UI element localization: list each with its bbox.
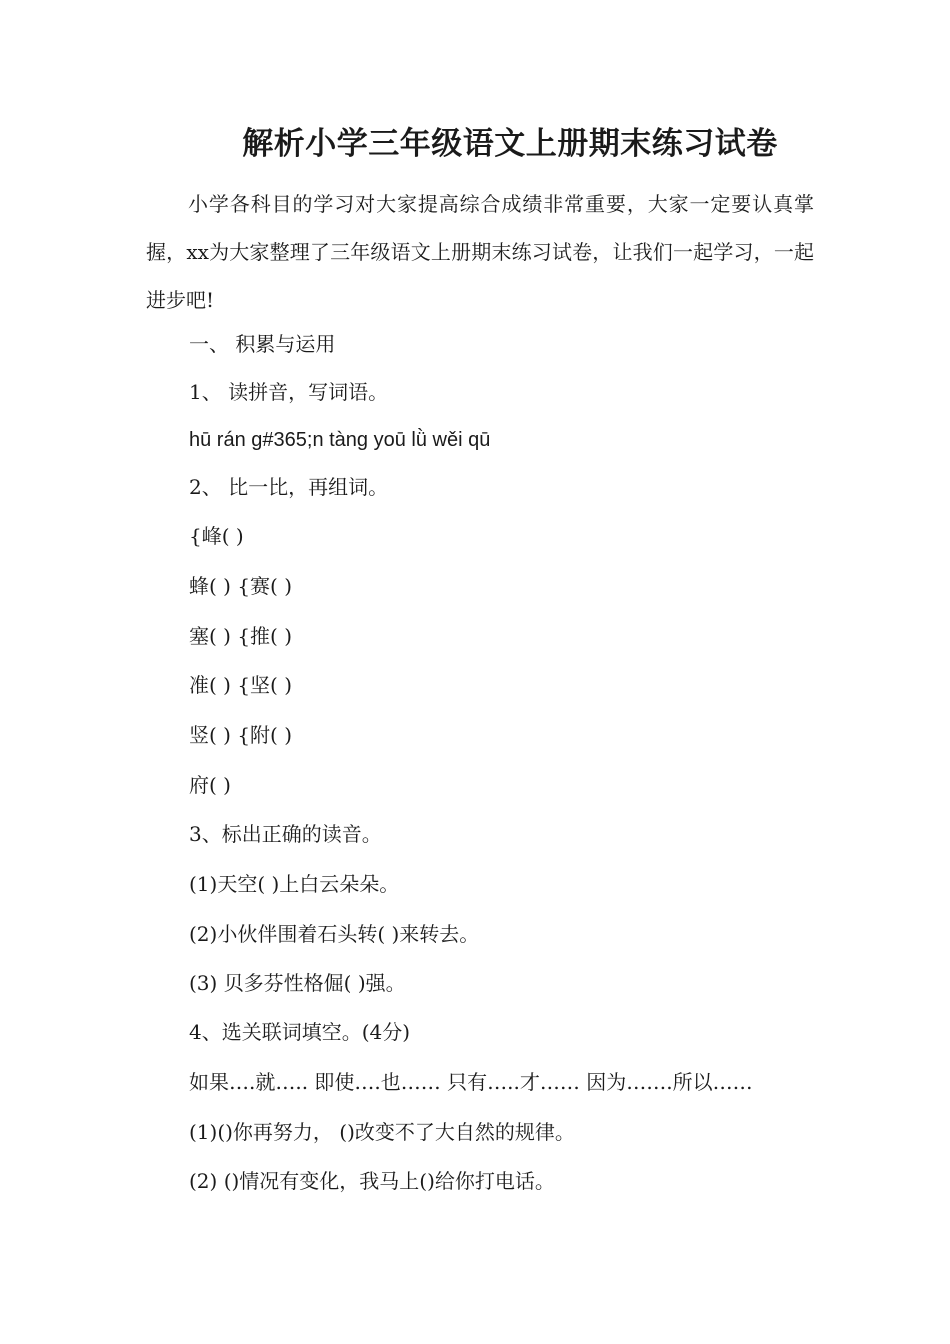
compare-line: 塞( ) {推( ): [189, 624, 293, 648]
intro-paragraph: 小学各科目的学习对大家提高综合成绩非常重要，大家一定要认真掌握，xx为大家整理了三年级语文上册期末练习试卷，让我们一起学习，一起进步吧!: [146, 192, 814, 312]
question-3: 3、标出正确的读音。: [189, 822, 382, 846]
section-heading: 一、 积累与运用: [189, 332, 336, 356]
pinyin-line: hū rán g#365;n tàng yoū lǜ wěi qū: [189, 429, 491, 451]
compare-line: 竖( ) {附( ): [189, 723, 293, 747]
question-4: 4、选关联词填空。(4分): [189, 1020, 411, 1044]
question-3-item: (2)小伙伴围着石头转( )来转去。: [189, 922, 480, 946]
question-3-item: (1)天空( )上白云朵朵。: [189, 872, 400, 896]
compare-line: 府( ): [189, 773, 231, 797]
document-title: 解析小学三年级语文上册期末练习试卷: [242, 126, 778, 162]
compare-line: 蜂( ) {赛( ): [189, 574, 293, 598]
conjunction-options: 如果….就….. 即使….也…… 只有…..才…… 因为…….所以……: [189, 1070, 753, 1094]
question-2: 2、 比一比，再组词。: [189, 475, 389, 499]
compare-line: {峰( ): [189, 524, 244, 548]
question-4-item: (1)()你再努力， ()改变不了大自然的规律。: [189, 1120, 575, 1144]
question-3-item: (3) 贝多芬性格倔( )强。: [189, 971, 406, 995]
question-4-item: (2) ()情况有变化，我马上()给你打电话。: [189, 1169, 555, 1193]
question-1: 1、 读拼音，写词语。: [189, 380, 389, 404]
compare-line: 准( ) {坚( ): [189, 673, 293, 697]
